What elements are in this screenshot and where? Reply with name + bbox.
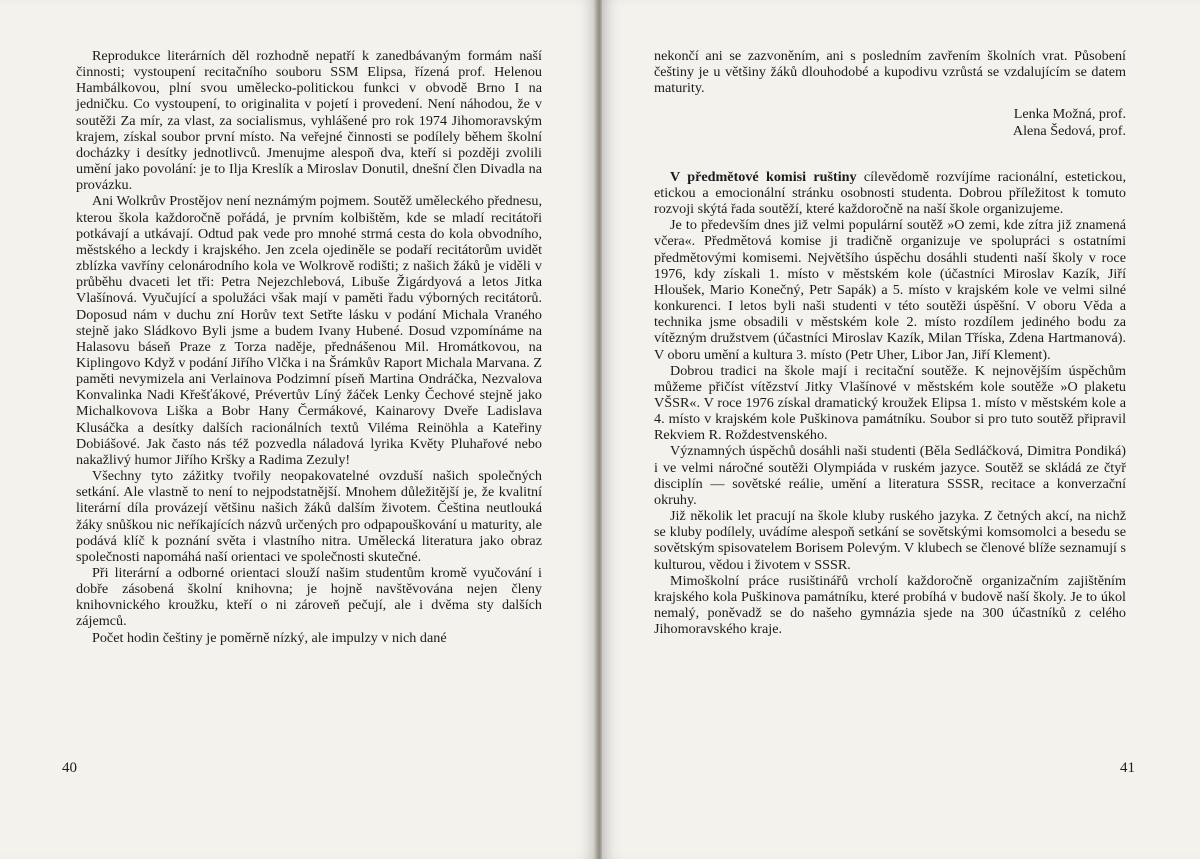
- paragraph: Počet hodin češtiny je poměrně nízký, ale impulzy v nich dané: [92, 629, 447, 646]
- paragraph: Reprodukce literárních děl rozhodně nepatří k zanedbávaným formám naší činnosti; vystoupení recitačního souboru SSM Elipsa, řízená prof. Helenou Hambálkovou, plní svou umělecko-politickou funkci v obvodě Brno I na jedničku. Co vystoupení, to originalita v pojetí i provedení. Není náhodou, že v soutěži Za mír, za vlast, za socialismus, vyhlášené pro rok 1974 Jihomoravským krajem, získal soubor první místo. Na veřejné činnosti se podílely během školní docházky i desítky jednotlivců. Jmenujme alespoň dva, kteří si později zvolili umění jako povolání: je to Ilja Kreslík a Miroslav Donutil, dnešní člen Divadla na provázku.: [76, 48, 542, 194]
- left-page: [0, 0, 596, 859]
- section-lead: V předmětové komisi ruštiny: [670, 168, 857, 185]
- right-page-text: [654, 48, 1126, 637]
- paragraph: Mimoškolní práce rusištinářů vrcholí každoročně organizačním zajištěním krajského kola Puškinova památníku, které probíhá v budově naší školy. Je to úkol nemalý, poněvadž se do našeho gymnázia sjede na 300 účastníků z celého Jihomoravského kraje.: [654, 572, 1126, 638]
- paragraph: Je to především dnes již velmi populární soutěž »O zemi, kde zítra již znamená včera«. Předmětová komise ji tradičně organizuje ve spolupráci s ostatními předmětovými komisemi. Největšího úspěchu dosáhli studenti naší školy v roce 1976, kdy získali 1. místo v městském kole (účastníci Miroslav Kazík, Jiří Hloušek, Mario Konečný, Petr Sapák) a 5. místo v krajském kole ve velmi silné konkurenci. I letos byli naši studenti v této soutěži úspěšní. V oboru Věda a technika jsme obsadili v městském kole 2. místo rozdílem jediného bodu za vítězným družstvem (účastníci Miroslav Kazík, Milan Tříska, Zdena Hartmanová). V oboru umění a kultura 3. místo (Petr Uher, Libor Jan, Jiří Klement).: [654, 217, 1126, 363]
- paragraph: Významných úspěchů dosáhli naši studenti (Běla Sedláčková, Dimitra Pondiká) i ve velmi náročné soutěži Olympiáda v ruském jazyce. Soutěž se skládá ze čtyř disciplín — sovětské reálie, umění a literatura SSSR, recitace a konverzační okruhy.: [654, 443, 1126, 508]
- paragraph: Ani Wolkrův Prostějov není neznámým pojmem. Soutěž uměleckého přednesu, kterou škola každoročně pořádá, je prvním kolbištěm, kde se mladí recitátoři potkávají a utkávají. Odtud pak vede pro mnohé strmá cesta do kola obvodního, městského a leckdy i krajského. Jen zcela ojediněle se podaří recitátorům uvidět zblízka vavříny celonárodního kola ve Wolkrově rodišti; z našich žáků je viděli v průběhu dvaceti let tři: Petra Nejezchlebová, Libuše Žigárdyová a letos Jitka Vlašínová. Vyučující a spolužáci však mají v paměti řadu výborných recitátorů. Doposud nám v duchu zní Horův text Setřte lásku v podání Michala Vraného stejně jako Sládkovo Byli jsme a budem Ivany Hubené. Dosud vzpomínáme na Halasovu báseň Praze z Torza naděje, přednášenou Mil. Hromátkovou, na Kiplingovo Když v podání Jiřího Vlčka i na Šrámkův Raport Michala Marvana. Z paměti nevymizela ani Verlainova Podzimní píseň Martina Ondráčka, Nezvalova Konvalinka Nadi Křešťákové, Prévertův Líný žáček Lenky Čechové stejně jako Michalkovova Liška a Bobr Hany Čermákové, Kainarovy Dveře Ladislava Klusáčka a desítky dalších racionálních textů Viléma Reinöhla a Kateřiny Dobiášové. Jak často nás též pozvedla náladová lyrika Květy Pluhařové nebo nakažlivý humor Jiřího Kršky a Radima Zezuly!: [76, 193, 542, 468]
- paragraph-text: cílevědomě rozvíjíme racionální, estetickou, etickou a emocionální stránku osobnosti studenta. Dobrou příležitost k tomuto rozvoji skýtá řada soutěží, které každoročně na naší škole organizujeme.: [654, 168, 1126, 218]
- paragraph-continuation: nekončí ani se zazvoněním, ani s posledním zavřením školních vrat. Působení češtiny je u většiny žáků dlouhodobé a kupodivu vzrůstá se vzdalujícím se datem maturity.: [654, 48, 1126, 97]
- paragraph: Všechny tyto zážitky tvořily neopakovatelné ovzduší našich společných setkání. Ale vlastně to není to nejpodstatnější. Mnohem důležitější je, že kvalitní literární díla provázejí většinu našich žáků dalším životem. Čeština neutlouká žáky snůškou nic neříkajících názvů určených pro odpapouškování u maturity, ale podává klíč k poznání světa i vlastního nitra. Umělecká literatura jako obraz společnosti napomáhá naší orientaci ve společnosti skutečné.: [76, 468, 542, 565]
- paragraph: Při literární a odborné orientaci slouží našim studentům kromě vyučování i dobře zásobená školní knihovna; je hojně navštěvována nejen členy knihovnického kroužku, kteří o ni zároveň pečují, ale i dvěma sty dalších zájemců.: [76, 565, 542, 630]
- page-number: 41: [1120, 760, 1135, 776]
- signature-block: [654, 106, 1126, 138]
- paragraph: Již několik let pracují na škole kluby ruského jazyka. Z četných akcí, na nichž se kluby podílely, uvádíme alespoň setkání se sovětskými komsomolci a besedu se sovětským spisovatelem Borisem Polevým. V klubech se členové blíže seznamují s kulturou, vědou i životem v SSSR.: [654, 508, 1126, 573]
- signature: Lenka Možná, prof.: [1013, 106, 1126, 123]
- signature: Alena Šedová, prof.: [1012, 122, 1126, 139]
- right-page: [602, 0, 1200, 859]
- paragraph: [654, 169, 1126, 217]
- page-number: 40: [62, 760, 77, 776]
- left-page-text: [76, 48, 542, 646]
- paragraph: Dobrou tradici na škole mají i recitační soutěže. K nejnovějším úspěchům můžeme přičíst vítězství Jitky Vlašínové v městském kole soutěže »O plaketu VŠSR«. V roce 1976 získal dramatický kroužek Elipsa 1. místo v městském kole a 4. místo v krajském kole Puškinova památníku. Soubor si pro tuto soutěž připravil Rekviem R. Roždestvenského.: [654, 362, 1126, 444]
